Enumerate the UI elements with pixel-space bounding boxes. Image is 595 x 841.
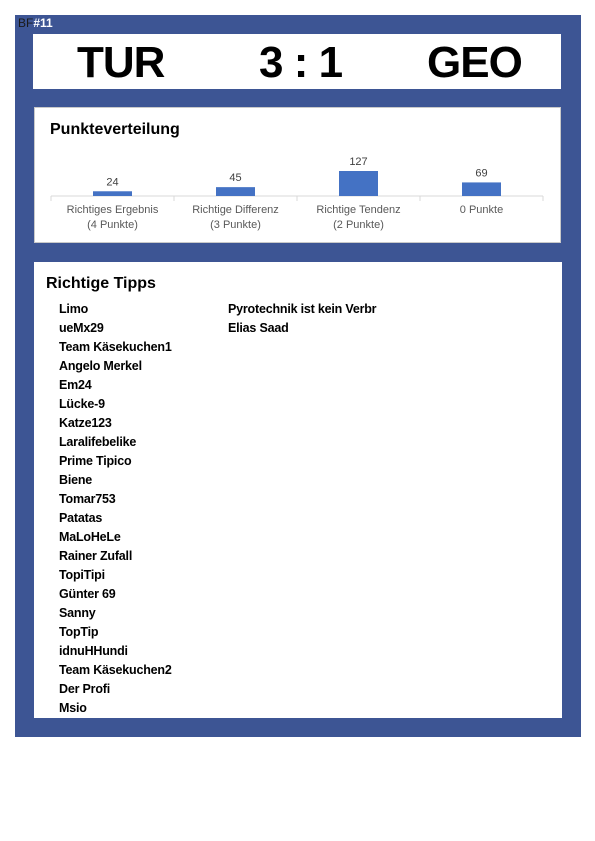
category-label: (4 Punkte): [87, 219, 138, 231]
category-label: Richtiges Ergebnis: [66, 204, 159, 216]
tip-name: ueMx29: [59, 321, 104, 335]
category-label: (3 Punkte): [210, 219, 261, 231]
tip-name: Limo: [59, 302, 89, 316]
tip-name: Der Profi: [59, 682, 110, 696]
data-label: 127: [349, 156, 368, 168]
points-distribution-chart: [35, 108, 560, 242]
category-label: (2 Punkte): [333, 219, 384, 231]
tip-name: Patatas: [59, 511, 103, 525]
match-number: #11: [33, 16, 53, 30]
tips-column-a: [59, 300, 219, 718]
tip-name: Rainer Zufall: [59, 549, 133, 563]
tip-name: Em24: [59, 378, 92, 392]
data-label: 24: [106, 176, 119, 189]
bar: [93, 191, 132, 196]
category-label: Richtige Differenz: [192, 204, 279, 216]
tip-name: idnuHHundi: [59, 644, 128, 658]
chart-title: Punkteverteilung: [50, 121, 180, 138]
tip-name: Günter 69: [59, 587, 116, 601]
tip-name: Prime Tipico: [59, 454, 132, 468]
tip-name: Angelo Merkel: [59, 359, 142, 373]
tip-name: Biene: [59, 473, 93, 487]
scoreboard: [33, 34, 561, 89]
tip-name: TopiTipi: [59, 568, 105, 582]
bar: [339, 171, 378, 196]
match-id: [18, 15, 53, 31]
tip-name: Team Käsekuchen2: [59, 663, 172, 677]
bar: [462, 182, 501, 196]
tip-name: Pyrotechnik ist kein Verbr: [228, 302, 377, 316]
tips-title: Richtige Tipps: [46, 275, 156, 292]
tip-name: Katze123: [59, 416, 112, 430]
home-team: TUR: [77, 38, 165, 87]
data-label: 69: [475, 167, 488, 180]
final-score: 3 : 1: [259, 38, 343, 87]
tip-name: Team Käsekuchen1: [59, 340, 172, 354]
category-label: 0 Punkte: [459, 204, 504, 216]
tips-column-b: [228, 300, 388, 338]
data-label: 45: [229, 172, 242, 185]
correct-tips-panel: [34, 262, 562, 718]
tip-name: MaLoHeLe: [59, 530, 121, 544]
tip-name: Elias Saad: [228, 321, 289, 335]
category-label: Richtige Tendenz: [316, 204, 401, 216]
away-team: GEO: [427, 38, 522, 87]
tip-name: Lücke-9: [59, 397, 105, 411]
match-prefix: BF: [18, 16, 34, 30]
tip-name: Tomar753: [59, 492, 116, 506]
tip-name: Sanny: [59, 606, 96, 620]
points-distribution-panel: [34, 107, 561, 243]
tip-name: Laralifebelike: [59, 435, 137, 449]
bar: [216, 187, 255, 196]
tip-name: Msio: [59, 701, 87, 715]
tip-name: TopTip: [59, 625, 99, 639]
